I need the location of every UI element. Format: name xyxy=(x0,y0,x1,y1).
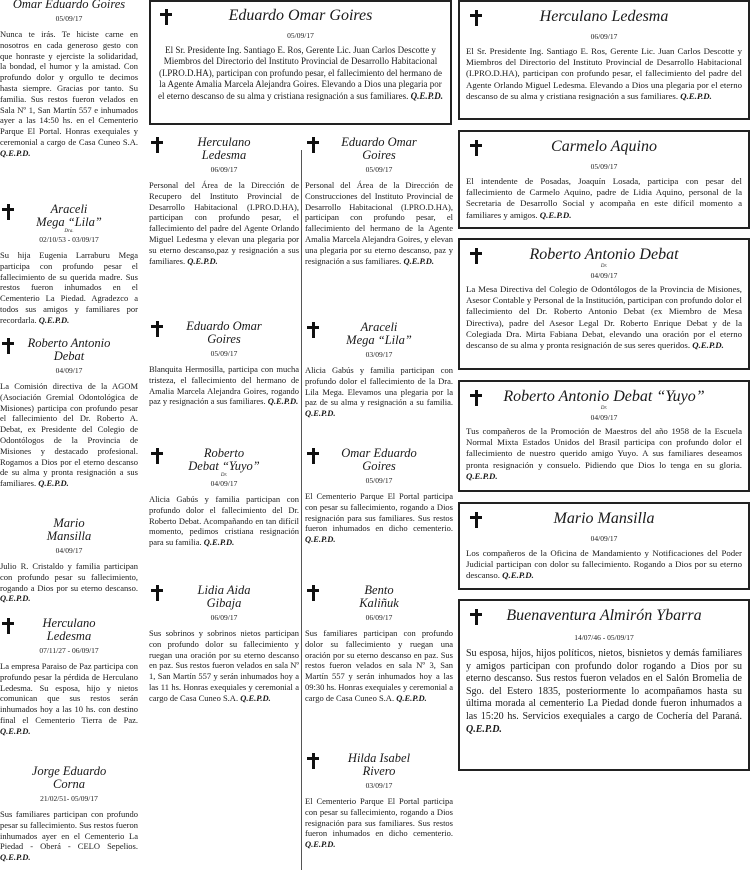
obituary-date: 07/11/27 - 06/09/17 xyxy=(39,646,99,655)
qepd-signature: Q.E.P.D. xyxy=(203,537,235,548)
obituary-name: Omar Eduardo Goires xyxy=(12,0,126,11)
qepd-signature: Q.E.P.D. xyxy=(305,408,336,419)
obituary-entry xyxy=(0,0,138,159)
obituary-date: 21/02/51- 05/09/17 xyxy=(40,794,98,803)
obituary-text: Su hija Eugenia Larraburu Mega participa con profundo pesar el fallecimiento de su querida madre. Sus restos fueron inhumados en el Cementerio La Piedad. Agradezco a todos sus amigos y familiares por recordarla. Q.E.P.D. xyxy=(0,250,138,325)
obituary-text: Sus familiares participan con profundo dolor su fallecimiento y ruegan una oración por su eterno descanso en paz. Sus restos fueron velados en sala Nº 3, San Martín 557 y serán inhumados hoy a las 09:30 hs. Honras exequiales y ceremonial a cargo de Casa Cuneo S.A. Q.E.P.D. xyxy=(305,628,453,703)
obituary-name: Eduardo Omar Goires xyxy=(341,135,417,162)
obituary-name: Jorge Eduardo Corna xyxy=(31,764,107,791)
obituary-date: 04/09/17 xyxy=(590,413,618,422)
obituary-date: 05/09/17 xyxy=(210,349,238,358)
obituary-text: Alicia Gabús y familia participan con profundo dolor el fallecimiento de la Dra. Lila Mega. Elevamos una plegaria por la paz de su alma y resignación a su familia. Q.E.P.D. xyxy=(305,365,453,419)
cross-icon xyxy=(307,137,319,153)
obituary-text: Su esposa, hijos, hijos políticos, nietos, bisnietos y demás familiares y amigos participan con profundo dolor rogando a Dios por su eterno descanso. Sus restos fueron velados en el Salón Bromelia de Sgo. del Estero 1835, posteriormente lo acompañamos hasta su última morada al cementerio La Piedad donde fueron inhumados a las 15:20 hs. Servicios exequiales a cargo de Cochería del Paraná. Q.E.P.D. xyxy=(466,648,742,735)
obituary-text: La Mesa Directiva del Colegio de Odontólogos de la Provincia de Misiones, Asesor Contable y Personal de la Institución, participan con profundo dolor el fallecimiento del Dr. Roberto Antonio Debat (ex Miembro de Mesa Directiva), padre del Asesor Legal Dr. Roberto Enrique Debat y de la Colegiada Dra. Mirta Fabiana Debat, elevando una oración por el eterno descanso de su alma y pronta resignación de sus seres queridos. Q.E.P.D. xyxy=(466,284,742,351)
obituary-date: 14/07/46 - 05/09/17 xyxy=(574,633,634,642)
obituary-name: Hilda Isabel Rivero xyxy=(347,751,411,778)
obituary-text: El Cementerio Parque El Portal participa con pesar su fallecimiento, rogando a Dios resignación para sus familiares. Sus restos fueron inhumados en dicho cementerio. Q.E.P.D. xyxy=(305,796,453,850)
obituary-entry xyxy=(149,320,299,407)
obituary-entry xyxy=(0,203,138,326)
obituary-text: Sus familiares participan con profundo pesar su fallecimiento. Sus restos fueron inhumados ayer en el Cementerio La Piedad - Oberá - CELO Sepelios. Q.E.P.D. xyxy=(0,809,138,863)
cross-icon xyxy=(307,322,319,338)
obituary-date: 04/09/17 xyxy=(210,479,238,488)
column-divider xyxy=(301,150,302,870)
obituary-box xyxy=(149,0,452,125)
qepd-signature: Q.E.P.D. xyxy=(692,340,724,351)
obituary-date: 05/09/17 xyxy=(365,476,393,485)
obituary-text: El Cementerio Parque El Portal participa con pesar su fallecimiento, rogando a Dios resignación para sus familiares. Sus restos fueron inhumados en dicho cementerio. Q.E.P.D. xyxy=(305,491,453,545)
qepd-signature: Q.E.P.D. xyxy=(305,534,336,545)
obituary-title: Dra. xyxy=(64,229,74,234)
obituary-text: Nunca te irás. Te hiciste carne en nosotros en cada generoso gesto con que honraste y ejerciste la solidaridad, la bondad, el humor y la amistad. Con profundo dolor y orgullo te decimos hasta siempre. Gracias por tanto. Su familia. Sus restos fueron velados en Sala Nº 1, San Martín 557 e inhumados ayer a las 14:50 hs. en el Cementerio Parque El Portal. Honras exequiales y ceremonial a cargo de Casa Cuneo S.A. Q.E.P.D. xyxy=(0,29,138,158)
obituary-name: Bento Kaliñuk xyxy=(359,583,399,610)
obituary-text: Blanquita Hermosilla, participa con mucha tristeza, el fallecimiento del hermano de Amalia Marcela Alejandra Goires, rogando paz y resignación a sus familiares. Q.E.P.D. xyxy=(149,364,299,407)
qepd-signature: Q.E.P.D. xyxy=(396,692,427,703)
obituary-entry xyxy=(305,136,453,266)
obituary-box xyxy=(458,380,750,492)
obituary-name: Araceli Mega “Lila” xyxy=(36,202,102,229)
obituary-date: 06/09/17 xyxy=(365,613,393,622)
cross-icon xyxy=(160,9,172,25)
obituary-date: 05/09/17 xyxy=(55,14,83,23)
obituary-text: Los compañeros de la Oficina de Mandamiento y Notificaciones del Poder Judicial participan con dolor su fallecimiento. Rogando a Dios por su eterno descanso. Q.E.P.D. xyxy=(466,548,742,581)
qepd-signature: Q.E.P.D. xyxy=(0,147,31,158)
obituary-date: 05/09/17 xyxy=(287,31,314,40)
obituary-title: Dr. xyxy=(600,406,608,411)
cross-icon xyxy=(470,609,482,625)
qepd-signature: Q.E.P.D. xyxy=(305,839,336,850)
obituary-title: Dr. xyxy=(600,264,608,269)
obituary-entry xyxy=(149,584,299,704)
cross-icon xyxy=(307,448,319,464)
obituary-name: Roberto Antonio Debat “Yuyo” xyxy=(503,388,705,405)
cross-icon xyxy=(470,140,482,156)
obituary-date: 03/09/17 xyxy=(365,781,393,790)
cross-icon xyxy=(470,10,482,26)
qepd-signature: Q.E.P.D. xyxy=(0,593,31,604)
cross-icon xyxy=(307,585,319,601)
obituary-text: Personal del Área de la Dirección de Construcciones del Instituto Provincial de Desarrollo Habitacional (I.PRO.D.HA), participan con profundo pesar, el fallecimiento del hermano de la Agente Amalia Marcela Alejandra Goires, y elevan una plegaria por su eterno descanso, paz y resignación a sus familiares. Q.E.P.D. xyxy=(305,180,453,266)
obituary-entry xyxy=(305,584,453,704)
obituary-entry xyxy=(149,136,299,266)
obituary-date: 03/09/17 xyxy=(365,350,393,359)
obituary-box xyxy=(458,599,750,771)
qepd-signature: Q.E.P.D. xyxy=(680,90,712,101)
cross-icon xyxy=(151,585,163,601)
obituary-entry xyxy=(305,447,453,545)
cross-icon xyxy=(2,338,14,354)
qepd-signature: Q.E.P.D. xyxy=(0,852,31,863)
obituary-text: Personal del Área de la Dirección de Recupero del Instituto Provincial de Desarrollo Habitacional (I.PRO.D.HA), participan con profundo pesar, el fallecimiento del padre del Agente Orlando Miguel Ledesma y elevan una plegaria por su eterno descanso,paz y resignación a sus familiares. Q.E.P.D. xyxy=(149,180,299,266)
obituary-name: Roberto Antonio Debat xyxy=(27,336,111,363)
obituary-box xyxy=(458,238,750,370)
obituary-date: 02/10/53 - 03/09/17 xyxy=(39,235,99,244)
obituary-text: La empresa Paraiso de Paz participa con profundo pesar la pérdida de Herculano Ledesma. Su esposa, hijo y nietos comunican que sus restos serán inhumados hoy a las 10 hs. con destino final el Cementerio Tierra de Paz. Q.E.P.D. xyxy=(0,661,138,736)
obituary-name: Carmelo Aquino xyxy=(551,138,657,155)
cross-icon xyxy=(470,512,482,528)
obituary-entry xyxy=(0,517,138,604)
obituary-date: 04/09/17 xyxy=(590,271,618,280)
obituary-date: 04/09/17 xyxy=(590,534,618,543)
obituary-entry xyxy=(305,752,453,850)
obituary-box xyxy=(458,502,750,590)
obituary-text: El Sr. Presidente Ing. Santiago E. Ros, Gerente Lic. Juan Carlos Descotte y Miembros del Directorio del Instituto Provincial de Desarrollo Habitacional (I.PRO.D.HA), participan con profundo pesar, el fallecimiento del hermano de la Agente Amalia Marcela Alejandra Goires. Elevando a Dios una plegaria por el eterno descanso de su alma y cristiana resignación a sus familiares. Q.E.P.D. xyxy=(157,45,443,101)
obituary-text: El Sr. Presidente Ing. Santiago E. Ros, Gerente Lic. Juan Carlos Descotte y Miembros del Directorio del Instituto Provincial de Desarrollo Habitacional (I.PRO.D.HA), participan con profundo pesar, el fallecimiento del padre del Agente Orlando Miguel Ledesma. Elevando a Dios una plegaria por el eterno descanso de su alma y cristiana resignación a sus familiares. Q.E.P.D. xyxy=(466,46,742,101)
obituary-date: 06/09/17 xyxy=(210,165,238,174)
qepd-signature: Q.E.P.D. xyxy=(240,692,271,703)
obituary-name: Herculano Ledesma xyxy=(42,616,96,643)
obituary-date: 04/09/17 xyxy=(55,366,83,375)
obituary-text: Sus sobrinos y sobrinos nietos participan con profundo dolor su fallecimiento y ruegan una oración por su eterno descanso en paz. Sus restos fueron velados en sala Nº 1, San Martín 557 y serán inhumados hoy a las 11 hs. Honras exequiales y ceremonial a cargo de Casa Cuneo S.A. Q.E.P.D. xyxy=(149,628,299,703)
obituary-text: El intendente de Posadas, Joaquín Losada, participa con pesar del fallecimiento de Carmelo Aquino, padre de Lidia Aquino, personal de la Secretaria de Desarrollo Social y acompaña en este difícil momento a familiares y amigos. Q.E.P.D. xyxy=(466,176,742,220)
obituary-text: La Comisión directiva de la AGOM (Asociación Gremial Odontológica de Misiones) participa con profundo pesar el fallecimiento del Dr. Roberto A. Debat, ex Presidente del Colegio de Odontólogos de la Provincia de Misiones y destacado profesional. Rogamos a Dios por el eterno descanso de su alma y pronta resignación a sus familiares. Q.E.P.D. xyxy=(0,381,138,489)
obituary-box xyxy=(458,130,750,229)
obituary-text: Tus compañeros de la Promoción de Maestros del año 1958 de la Escuela Normal Mixta Estados Unidos del Brasil participa con profundo dolor el fallecimiento de nuestro querido amigo Yuyo. A sus familiares deseamos pronta resignación y consuelo. Pidiendo que Dios lo tenga en su gloria. Q.E.P.D. xyxy=(466,426,742,481)
obituary-name: Araceli Mega “Lila” xyxy=(346,320,412,347)
obituary-name: Omar Eduardo Goires xyxy=(341,446,417,473)
qepd-signature: Q.E.P.D. xyxy=(466,470,498,481)
qepd-signature: Q.E.P.D. xyxy=(539,209,572,220)
cross-icon xyxy=(2,204,14,220)
cross-icon xyxy=(151,137,163,153)
obituary-entry xyxy=(149,447,299,548)
cross-icon xyxy=(151,448,163,464)
obituary-date: 06/09/17 xyxy=(590,32,618,41)
obituary-text: Alicia Gabús y familia participan con profundo dolor el fallecimiento del Dr. Roberto Debat. Acompañando en tan difícil momento, pedimos cristiana resignación para su familia. Q.E.P.D. xyxy=(149,494,299,548)
obituary-entry xyxy=(305,321,453,419)
obituary-entry xyxy=(0,765,138,863)
qepd-signature: Q.E.P.D. xyxy=(267,396,299,407)
obituary-name: Mario Mansilla xyxy=(553,510,655,527)
obituary-name: Eduardo Omar Goires xyxy=(228,7,373,24)
qepd-signature: Q.E.P.D. xyxy=(410,90,443,101)
qepd-signature: Q.E.P.D. xyxy=(403,255,434,266)
qepd-signature: Q.E.P.D. xyxy=(187,255,218,266)
obituary-name: Roberto Antonio Debat xyxy=(529,246,679,263)
qepd-signature: Q.E.P.D. xyxy=(38,478,69,489)
qepd-signature: Q.E.P.D. xyxy=(502,570,534,581)
obituary-name: Eduardo Omar Goires xyxy=(186,319,262,346)
obituary-date: 05/09/17 xyxy=(365,165,393,174)
cross-icon xyxy=(470,390,482,406)
cross-icon xyxy=(470,248,482,264)
obituary-box xyxy=(458,0,750,120)
obituary-text: Julio R. Cristaldo y familia participan con profundo pesar su fallecimiento, rogando a Dios por su eterno descanso. Q.E.P.D. xyxy=(0,561,138,604)
obituary-name: Roberto Debat “Yuyo” xyxy=(188,446,260,473)
obituary-name: Herculano Ledesma xyxy=(539,8,669,25)
qepd-signature: Q.E.P.D. xyxy=(38,314,70,325)
qepd-signature: Q.E.P.D. xyxy=(0,725,31,736)
obituary-title: Dr. xyxy=(220,473,228,478)
obituary-name: Mario Mansilla xyxy=(46,516,92,543)
qepd-signature: Q.E.P.D. xyxy=(466,723,502,735)
obituary-name: Buenaventura Almirón Ybarra xyxy=(506,607,702,624)
obituary-date: 04/09/17 xyxy=(55,546,83,555)
obituary-entry xyxy=(0,617,138,737)
obituary-date: 06/09/17 xyxy=(210,613,238,622)
obituary-name: Herculano Ledesma xyxy=(197,135,251,162)
obituary-name: Lidia Aida Gibaja xyxy=(197,583,251,610)
obituary-entry xyxy=(0,337,138,489)
obituary-date: 05/09/17 xyxy=(590,162,618,171)
cross-icon xyxy=(151,321,163,337)
cross-icon xyxy=(307,753,319,769)
cross-icon xyxy=(2,618,14,634)
